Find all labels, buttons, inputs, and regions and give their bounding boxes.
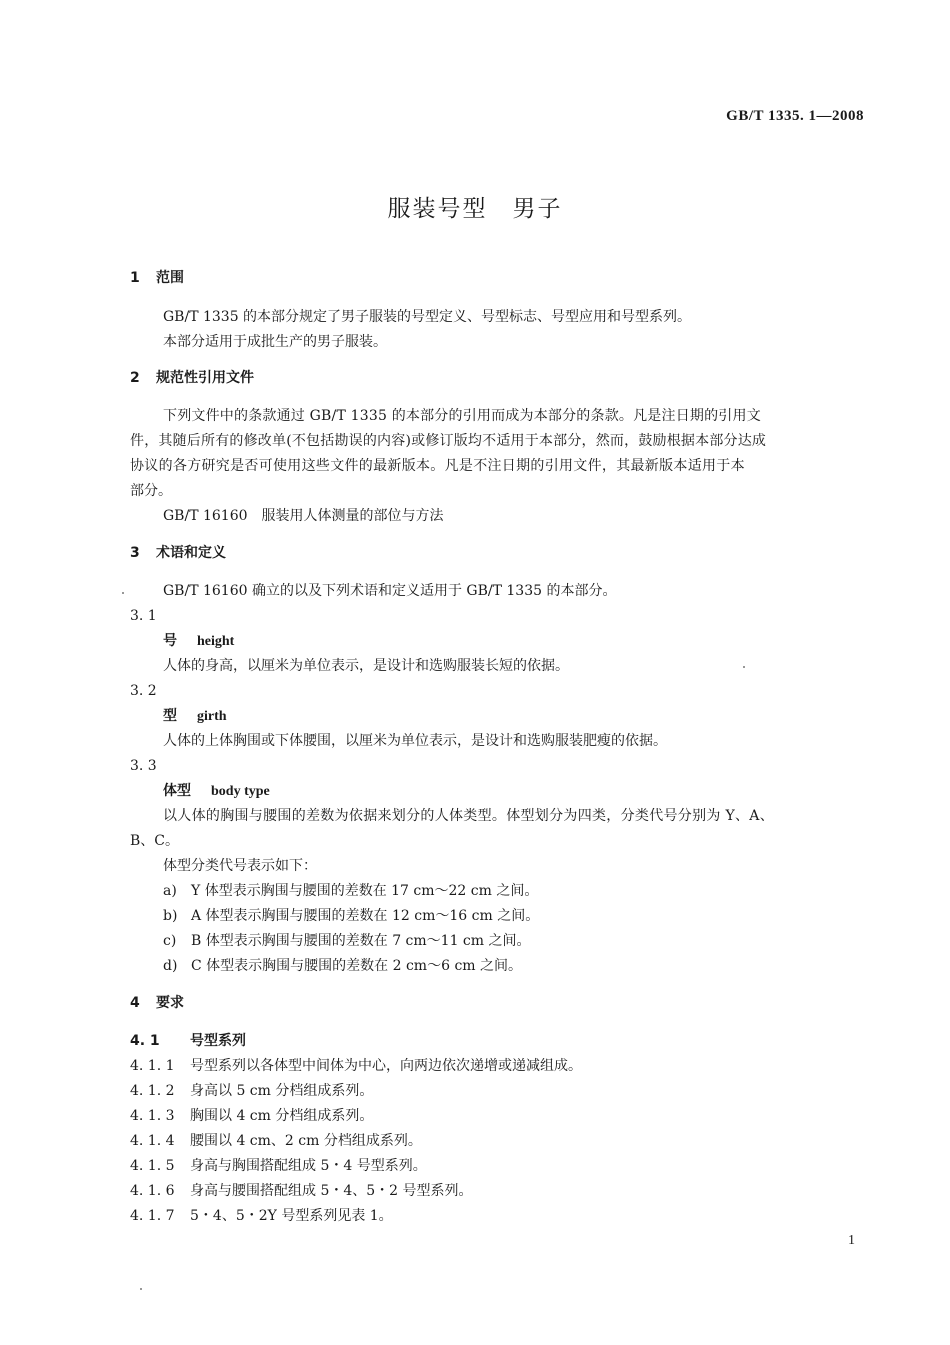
section-4-heading bbox=[130, 991, 870, 1016]
list-item bbox=[163, 904, 903, 929]
term-number: 3. 3 bbox=[130, 758, 157, 774]
list-marker: c) bbox=[163, 933, 177, 949]
clause-number: 4. 1. 4 bbox=[130, 1133, 175, 1149]
clause bbox=[130, 1079, 870, 1104]
scan-speck bbox=[743, 666, 745, 668]
term-chinese: 体型 bbox=[163, 783, 191, 799]
clause-number: 4. 1. 1 bbox=[130, 1058, 175, 1074]
clause-text: 身高与腰围搭配组成 5・4、5・2 号型系列。 bbox=[190, 1183, 473, 1199]
section-number: 3 bbox=[130, 545, 140, 561]
list-item bbox=[163, 954, 903, 979]
page-number: 1 bbox=[848, 1233, 855, 1248]
clause-number: 4. 1. 7 bbox=[130, 1208, 175, 1224]
paragraph: 本部分适用于成批生产的男子服装。 bbox=[163, 334, 387, 350]
clause-text: 身高以 5 cm 分档组成系列。 bbox=[190, 1083, 374, 1099]
list-marker: d) bbox=[163, 958, 178, 974]
term-chinese: 型 bbox=[163, 708, 177, 724]
subsection-number: 4. 1 bbox=[130, 1033, 160, 1049]
clause-text: 腰围以 4 cm、2 cm 分档组成系列。 bbox=[190, 1133, 422, 1149]
list-text: B 体型表示胸围与腰围的差数在 7 cm～11 cm 之间。 bbox=[191, 933, 531, 949]
clause bbox=[130, 1129, 870, 1154]
term-english: body type bbox=[211, 784, 270, 799]
standard-code: GB/T 1335. 1—2008 bbox=[726, 108, 864, 124]
section-title: 范围 bbox=[156, 270, 184, 286]
clause-text: 胸围以 4 cm 分档组成系列。 bbox=[190, 1108, 374, 1124]
term-chinese: 号 bbox=[163, 633, 177, 649]
term-heading bbox=[163, 779, 903, 804]
term-number: 3. 1 bbox=[130, 608, 157, 624]
scan-speck bbox=[122, 592, 124, 594]
term-heading bbox=[163, 629, 903, 654]
paragraph-line: 件，其随后所有的修改单(不包括勘误的内容)或修订版均不适用于本部分，然而，鼓励根据本部分达成 bbox=[130, 433, 767, 449]
paragraph-line: 协议的各方研究是否可使用这些文件的最新版本。凡是不注日期的引用文件，其最新版本适用于本 bbox=[130, 458, 745, 474]
clause-number: 4. 1. 3 bbox=[130, 1108, 175, 1124]
term-definition: 人体的上体胸围或下体腰围，以厘米为单位表示，是设计和选购服装肥瘦的依据。 bbox=[163, 733, 667, 749]
clause bbox=[130, 1179, 870, 1204]
normative-reference: GB/T 16160 服装用人体测量的部位与方法 bbox=[163, 508, 444, 524]
section-title: 术语和定义 bbox=[156, 545, 226, 561]
clause-text: 身高与胸围搭配组成 5・4 号型系列。 bbox=[190, 1158, 427, 1174]
section-number: 4 bbox=[130, 995, 140, 1011]
paragraph-line: 部分。 bbox=[130, 483, 172, 499]
term-heading bbox=[163, 704, 903, 729]
list-item bbox=[163, 929, 903, 954]
paragraph: GB/T 16160 确立的以及下列术语和定义适用于 GB/T 1335 的本部分。 bbox=[163, 583, 617, 599]
list-item bbox=[163, 879, 903, 904]
paragraph: GB/T 1335 的本部分规定了男子服装的号型定义、号型标志、号型应用和号型系列。 bbox=[163, 309, 692, 325]
subsection-heading bbox=[130, 1029, 870, 1054]
list-text: A 体型表示胸围与腰围的差数在 12 cm～16 cm 之间。 bbox=[191, 908, 540, 924]
term-definition: 以人体的胸围与腰围的差数为依据来划分的人体类型。体型划分为四类，分类代号分别为 Y、A、 bbox=[163, 808, 774, 824]
term-number: 3. 2 bbox=[130, 683, 157, 699]
section-2-heading bbox=[130, 366, 870, 391]
scan-speck bbox=[140, 1288, 142, 1290]
list-text: Y 体型表示胸围与腰围的差数在 17 cm～22 cm 之间。 bbox=[191, 883, 539, 899]
list-text: C 体型表示胸围与腰围的差数在 2 cm～6 cm 之间。 bbox=[191, 958, 523, 974]
clause bbox=[130, 1204, 870, 1229]
clause bbox=[130, 1054, 870, 1079]
section-number: 2 bbox=[130, 370, 140, 386]
clause-number: 4. 1. 6 bbox=[130, 1183, 175, 1199]
section-number: 1 bbox=[130, 270, 140, 286]
term-english: girth bbox=[197, 709, 227, 724]
section-title: 规范性引用文件 bbox=[156, 370, 254, 386]
paragraph-line: 下列文件中的条款通过 GB/T 1335 的本部分的引用而成为本部分的条款。凡是注日期的引用文 bbox=[163, 408, 761, 424]
term-definition: B、C。 bbox=[130, 833, 179, 849]
term-english: height bbox=[197, 634, 235, 649]
clause-text: 5・4、5・2Y 号型系列见表 1。 bbox=[190, 1208, 393, 1224]
subsection-title: 号型系列 bbox=[190, 1033, 246, 1049]
clause bbox=[130, 1154, 870, 1179]
document-title: 服装号型 男子 bbox=[387, 196, 563, 222]
clause-text: 号型系列以各体型中间体为中心，向两边依次递增或递减组成。 bbox=[190, 1058, 582, 1074]
clause bbox=[130, 1104, 870, 1129]
section-3-heading bbox=[130, 541, 870, 566]
list-marker: a) bbox=[163, 883, 177, 899]
clause-number: 4. 1. 5 bbox=[130, 1158, 175, 1174]
term-definition: 人体的身高，以厘米为单位表示，是设计和选购服装长短的依据。 bbox=[163, 658, 569, 674]
clause-number: 4. 1. 2 bbox=[130, 1083, 175, 1099]
section-1-heading bbox=[130, 266, 870, 291]
list-marker: b) bbox=[163, 908, 178, 924]
paragraph: 体型分类代号表示如下： bbox=[163, 858, 317, 874]
section-title: 要求 bbox=[156, 995, 184, 1011]
